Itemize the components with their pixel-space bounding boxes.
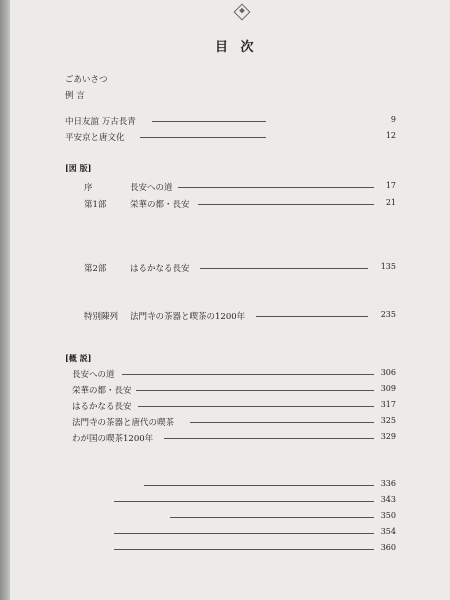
page-number: 336 [380,479,396,488]
plate-title: 法門寺の茶器と喫茶の1200年 [130,312,246,322]
essay-title: 長安への道 [72,370,115,380]
page-number: 235 [380,310,396,319]
leader [122,374,374,375]
section-heading-essays: [概 説] [65,353,92,363]
leader [114,533,374,534]
leader [170,517,374,518]
plate-title: はるかなる長安 [130,264,190,274]
page-number: 343 [380,495,396,504]
plate-title: 長安への道 [130,183,173,193]
leader [256,316,368,317]
leader [140,137,266,138]
page-number: 306 [380,368,396,377]
page-number: 17 [385,181,396,190]
page-number: 12 [385,131,396,140]
leader [114,501,374,502]
leader [138,406,374,407]
contrib-title: 中日友誼 万古長青 [65,117,136,127]
part-label: 第2部 [84,264,107,274]
ornament-icon [234,4,251,21]
page-number: 9 [390,115,396,124]
page-number: 360 [380,543,396,552]
book-gutter [0,0,10,600]
front-notes: 例 言 [65,91,85,101]
leader [200,268,368,269]
page-number: 135 [380,262,396,271]
leader [144,485,374,486]
essay-title: 栄華の都・長安 [72,386,132,396]
section-heading-plates: [図 版] [65,163,92,173]
plate-title: 栄華の都・長安 [130,200,190,210]
essay-title: はるかなる長安 [72,402,132,412]
leader [114,549,374,550]
page-title: 目 次 [215,40,258,55]
page-number: 21 [385,198,396,207]
part-label: 第1部 [84,200,107,210]
page-number: 325 [380,416,396,425]
leader [190,422,374,423]
leader [136,390,374,391]
essay-title: わが国の喫茶1200年 [72,434,154,444]
page-number: 329 [380,432,396,441]
contrib-title: 平安京と唐文化 [65,133,125,143]
page-number: 354 [380,527,396,536]
leader [198,204,374,205]
leader [178,187,374,188]
leader [152,121,266,122]
page-number: 350 [380,511,396,520]
page-number: 317 [380,400,396,409]
front-greeting: ごあいさつ [65,75,108,85]
part-label: 特別陳列 [84,312,119,322]
part-label: 序 [84,183,93,193]
document-page [10,0,450,600]
essay-title: 法門寺の茶器と唐代の喫茶 [72,418,175,428]
page-number: 309 [380,384,396,393]
leader [164,438,374,439]
